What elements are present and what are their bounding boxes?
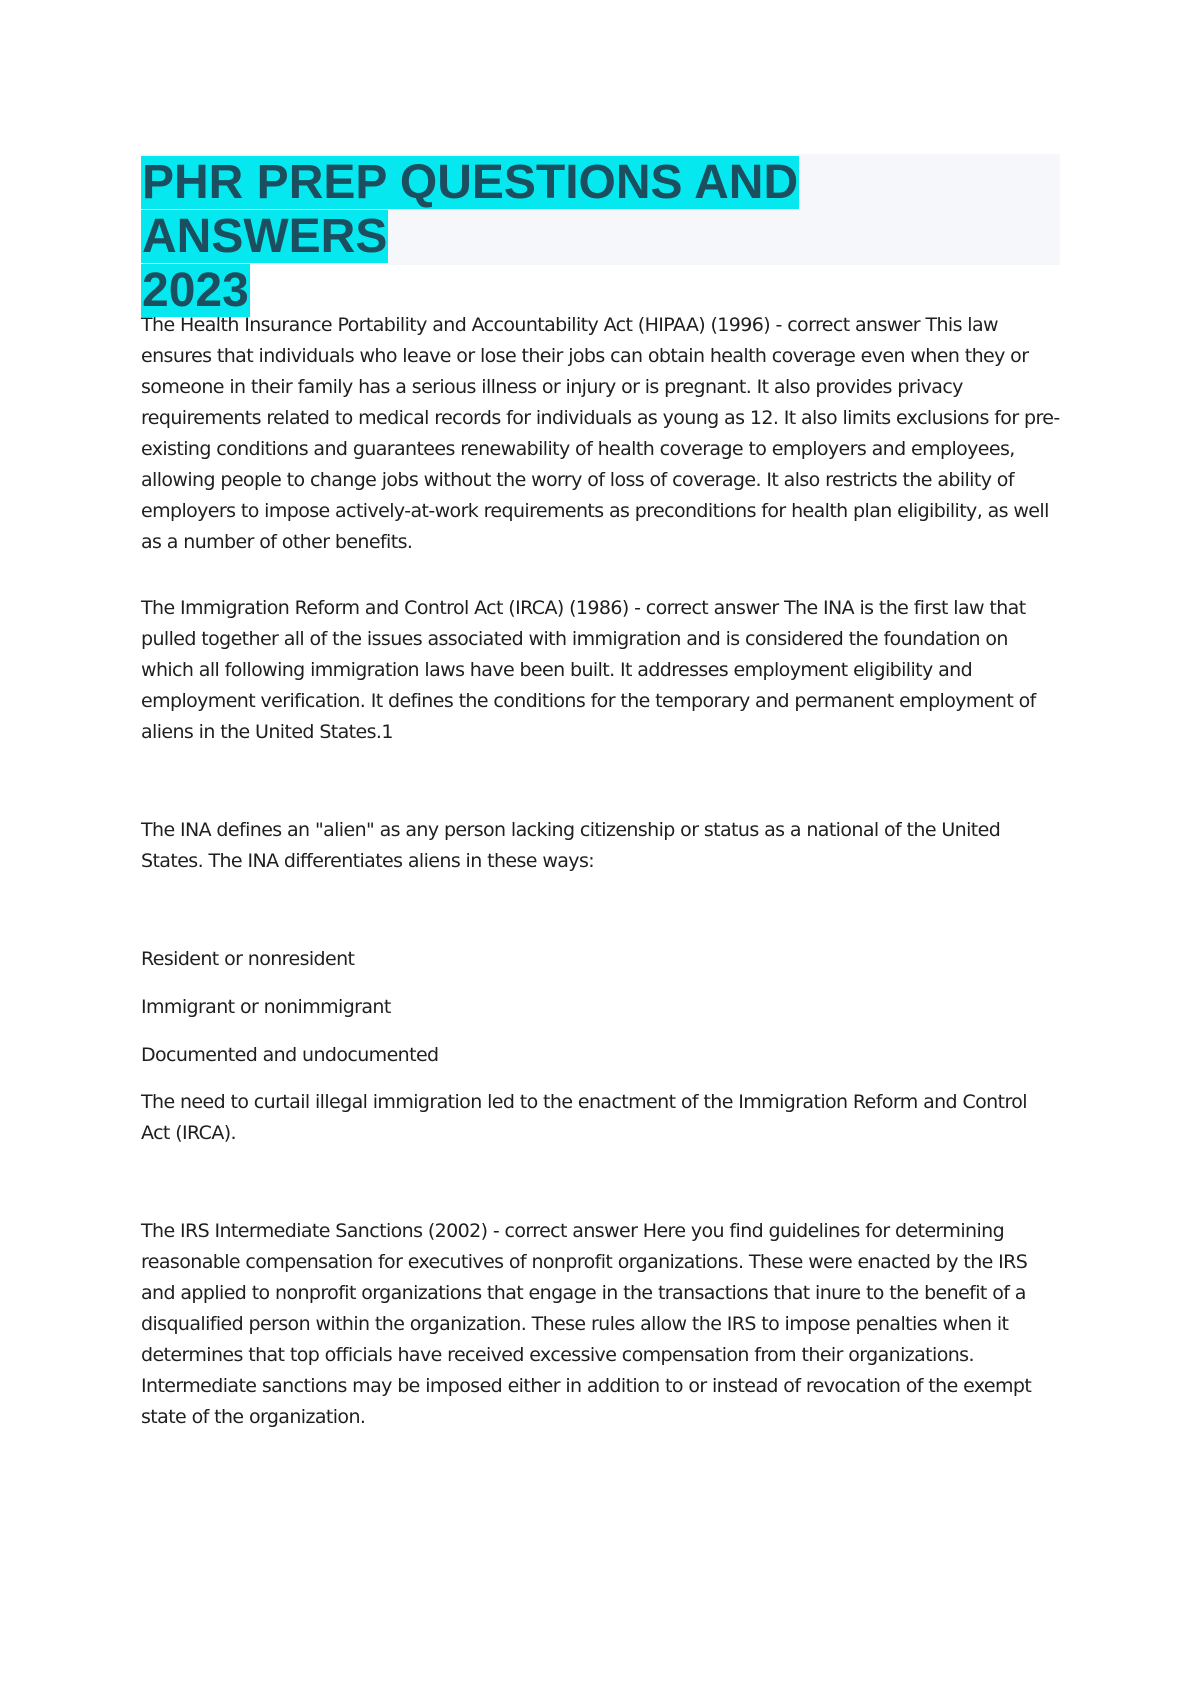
list-item: Immigrant or nonimmigrant <box>141 996 391 1018</box>
paragraph-irca-enactment: The need to curtail illegal immigration led to the enactment of the Immigration Reform and Control Act (IRCA). <box>141 1091 1027 1144</box>
paragraph-ina-alien: The INA defines an "alien" as any person lacking citizenship or status as a national of the United States. The INA differentiates aliens in these ways: <box>141 819 1001 872</box>
title-line-2: 2023 <box>142 264 249 317</box>
paragraph-hipaa: The Health Insurance Portability and Accountability Act (HIPAA) (1996) - correct answer This law ensures that individuals who leave or lose their jobs can obtain health coverage even when they or someone in their family has a serious illness or injury or is pregnant. It also provides privacy requirements related to medical records for individuals as young as 12. It also limits exclusions for pre-existing conditions and guarantees renewability of health coverage to employers and employees, allowing people to change jobs without the worry of loss of coverage. It also restricts the ability of employers to impose actively-at-work requirements as preconditions for health plan eligibility, as well as a number of other benefits. <box>141 314 1060 553</box>
document-title <box>141 156 1001 318</box>
list-item: Documented and undocumented <box>141 1044 439 1066</box>
list-item: Resident or nonresident <box>141 948 355 970</box>
paragraph-irs-sanctions: The IRS Intermediate Sanctions (2002) - correct answer Here you find guidelines for determining reasonable compensation for executives of nonprofit organizations. These were enacted by the IRS and applied to nonprofit organizations that engage in the transactions that inure to the benefit of a disqualified person within the organization. These rules allow the IRS to impose penalties when it determines that top officials have received excessive compensation from their organizations. Intermediate sanctions may be imposed either in addition to or instead of revocation of the exempt state of the organization. <box>141 1220 1032 1428</box>
paragraph-irca: The Immigration Reform and Control Act (IRCA) (1986) - correct answer The INA is the first law that pulled together all of the issues associated with immigration and is considered the foundation on which all following immigration laws have been built. It addresses employment eligibility and employment verification. It defines the conditions for the temporary and permanent employment of aliens in the United States.1 <box>141 597 1036 743</box>
title-line-1: PHR PREP QUESTIONS AND ANSWERS <box>142 156 799 263</box>
